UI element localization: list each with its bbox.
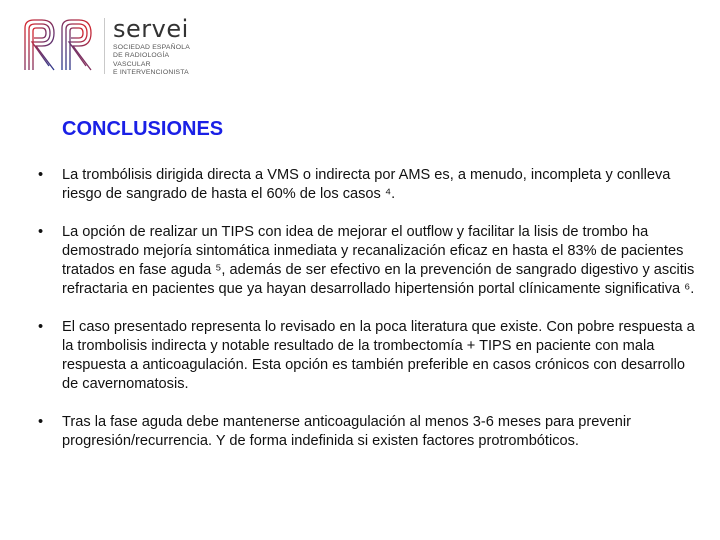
- slide-title: CONCLUSIONES: [62, 118, 224, 140]
- tagline-line: SOCIEDAD ESPAÑOLA: [113, 44, 190, 51]
- tagline-line: DE RADIOLOGÍA: [113, 52, 170, 60]
- servei-logo-icon: [22, 16, 98, 74]
- bullet-text: La trombólisis dirigida directa a VMS o indirecta por AMS es, a menudo, incompleta y conlleva riesgo de sangrado de hasta el 60% de los casos ⁴.: [62, 167, 671, 202]
- list-item: [38, 413, 698, 451]
- logo-tagline: [113, 44, 190, 78]
- logo-text: [113, 16, 190, 78]
- bullet-text: La opción de realizar un TIPS con idea de mejorar el outflow y facilitar la lisis de trombo ha demostrado mejoría sintomática inmediata y recanalización eficaz en hasta el 83% de pacientes tratados en fase aguda ⁵, además de ser efectivo en la prevención de sangrado digestivo y ascitis refractaria en pacientes que ya hayan desarrollado hipertensión portal clínicamente significativa ⁶.: [62, 224, 695, 297]
- bullet-icon: •: [38, 414, 44, 430]
- tagline-line: E INTERVENCIONISTA: [113, 69, 189, 77]
- bullet-text: El caso presentado representa lo revisado en la poca literatura que existe. Con pobre respuesta a la trombolisis indirecta y notable resultado de la trombectomía + TIPS en paciente con mala respuesta a anticoagulación. Esta opción es también preferible en casos crónicos con desarrollo de cavernomatosis.: [62, 319, 695, 392]
- tagline-line: VASCULAR: [113, 60, 151, 68]
- servei-logo: [22, 16, 190, 78]
- list-item: [38, 166, 698, 204]
- bullet-text: Tras la fase aguda debe mantenerse anticoagulación al menos 3-6 meses para prevenir progresión/recurrencia. Y de forma indefinida si existen factores protrombóticos.: [62, 414, 631, 449]
- bullet-icon: •: [38, 319, 44, 335]
- bullet-icon: •: [38, 224, 44, 240]
- bullet-icon: •: [38, 167, 44, 183]
- brand-name: servei: [113, 15, 189, 43]
- list-item: [38, 223, 698, 299]
- list-item: [38, 318, 698, 394]
- conclusions-list: [38, 166, 698, 470]
- logo-divider: [104, 18, 105, 74]
